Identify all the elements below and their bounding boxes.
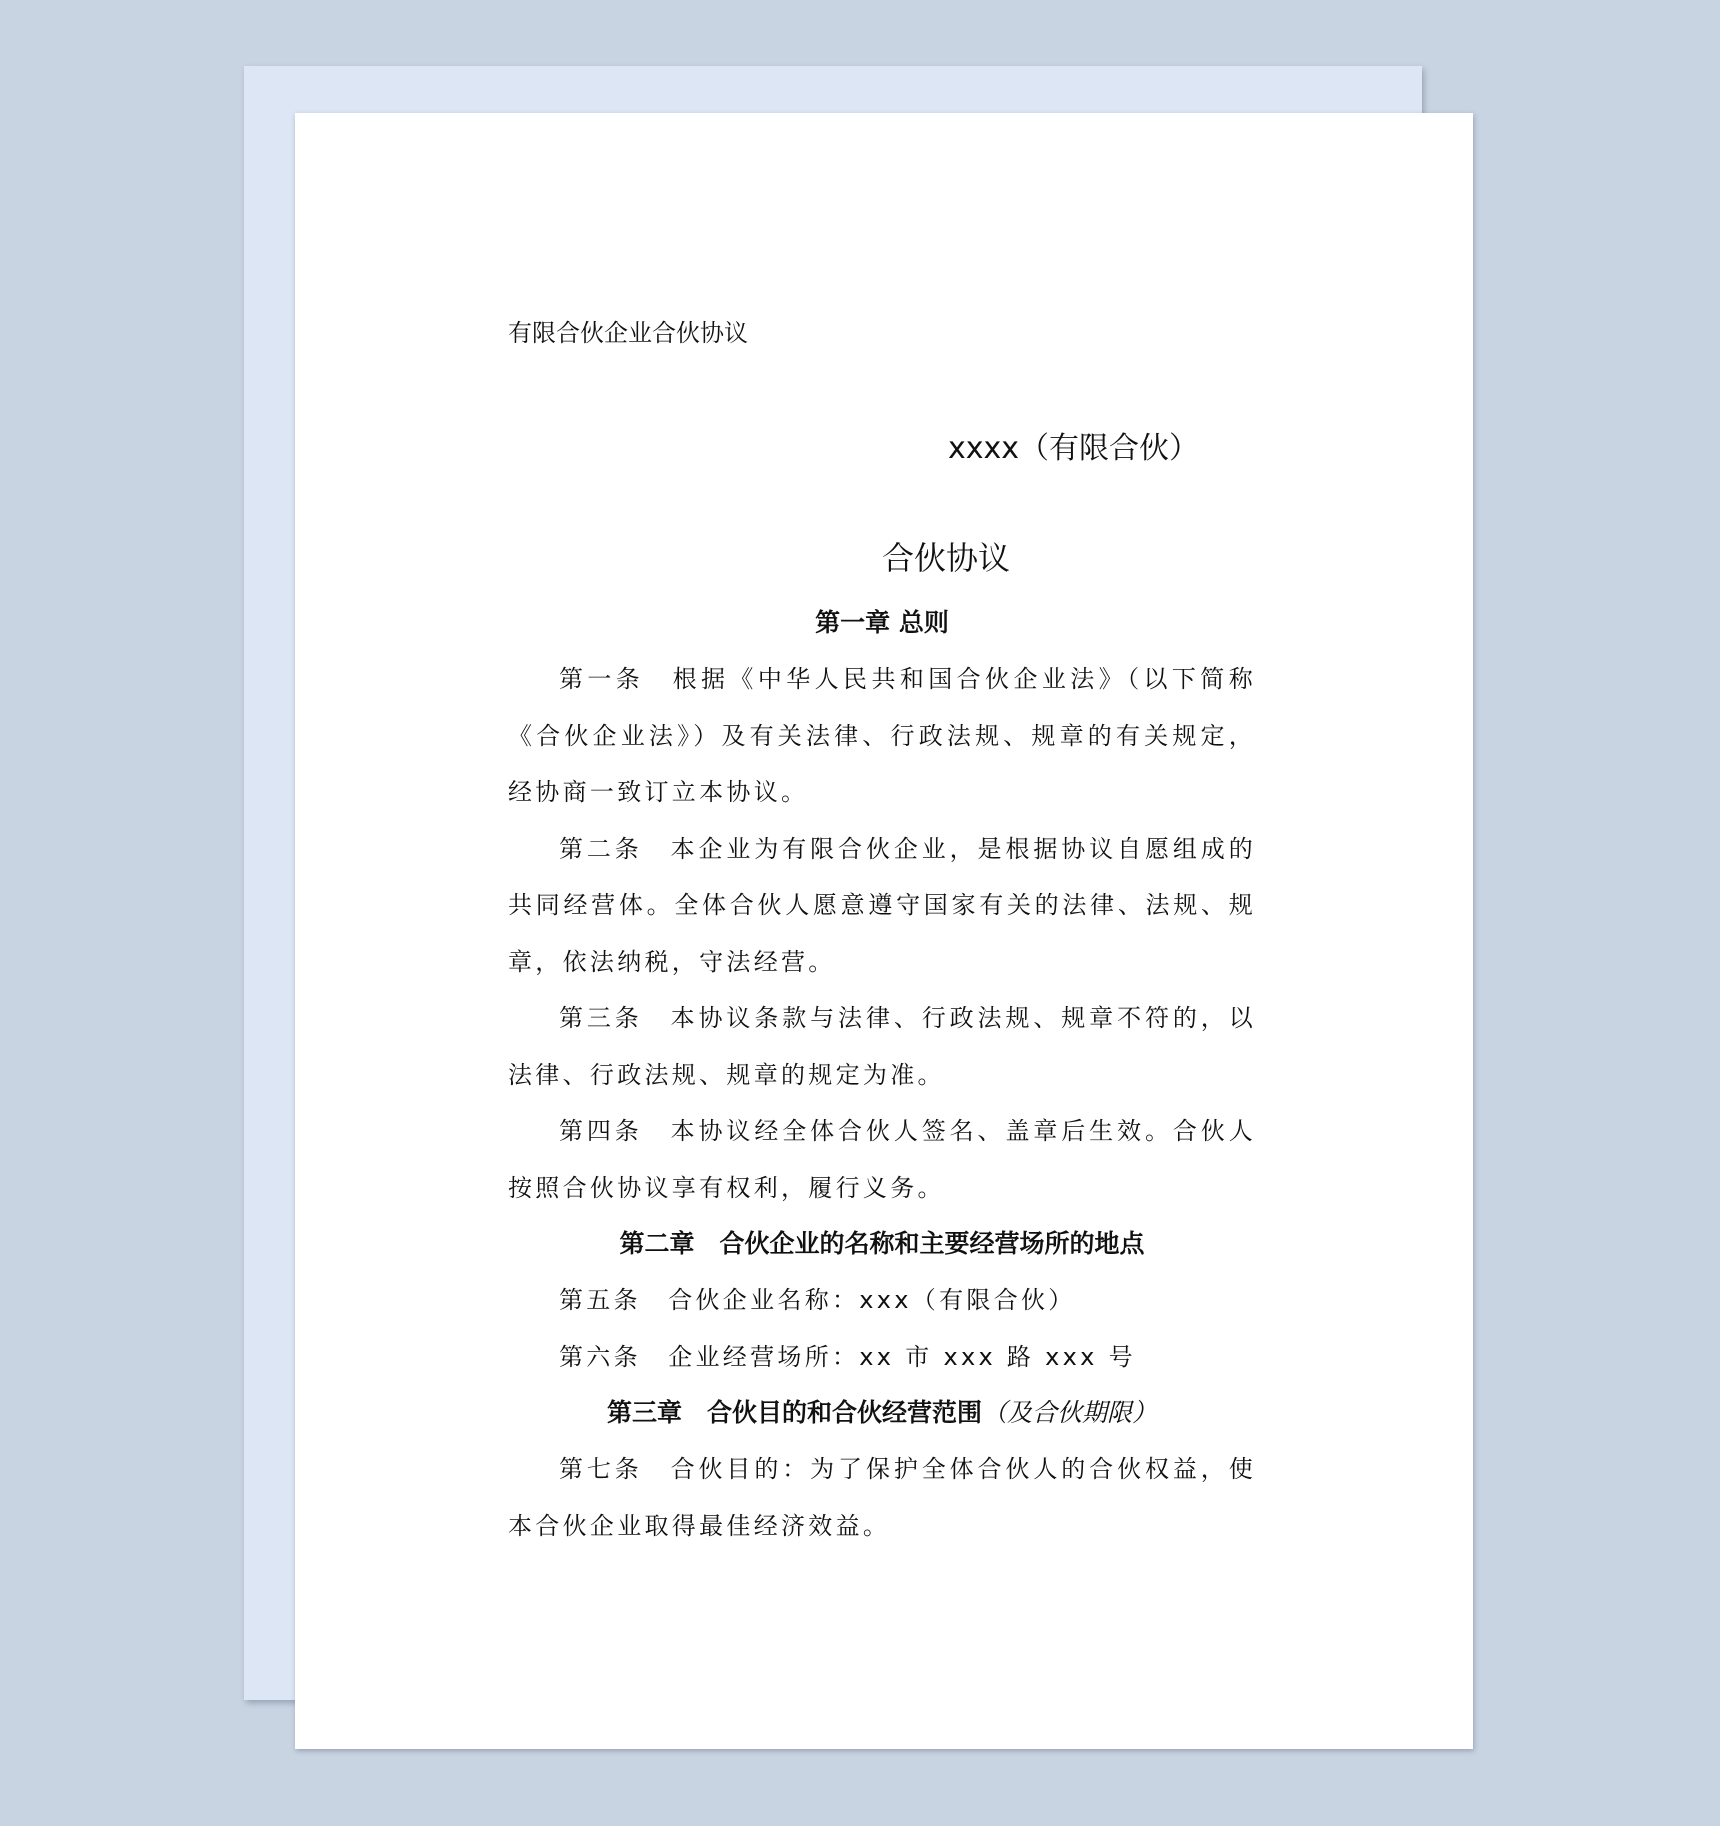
- chapter-3-title: 第三章 合伙目的和合伙经营范围: [606, 1398, 982, 1427]
- article-7: 第七条 合伙目的：为了保护全体合伙人的合伙权益，使本合伙企业取得最佳经济效益。: [508, 1455, 1256, 1540]
- chapter-3-title-suffix: （及合伙期限）: [982, 1398, 1158, 1427]
- company-name: xxxx（有限合伙）: [948, 431, 1200, 466]
- article-2: 第二条 本企业为有限合伙企业，是根据协议自愿组成的共同经营体。全体合伙人愿意遵守国家有关的法律、法规、规章，依法纳税，守法经营。: [508, 834, 1256, 976]
- document-title: 合伙协议: [881, 539, 1010, 577]
- chapter-1-title: 第一章 总则: [815, 608, 949, 637]
- chapter-2-title: 第二章 合伙企业的名称和主要经营场所的地点: [619, 1229, 1145, 1258]
- document-page: [295, 113, 1473, 1749]
- article-3: 第三条 本协议条款与法律、行政法规、规章不符的，以法律、行政法规、规章的规定为准。: [508, 1004, 1256, 1089]
- article-1: 第一条 根据《中华人民共和国合伙企业法》（以下简称《合伙企业法》）及有关法律、行政法规、规章的有关规定，经协商一致订立本协议。: [508, 665, 1256, 806]
- article-5: 第五条 合伙企业名称：xxx（有限合伙）: [559, 1286, 1076, 1314]
- document-header: 有限合伙企业合伙协议: [508, 319, 748, 347]
- chapter-3-heading: [508, 1385, 1256, 1441]
- article-6: 第六条 企业经营场所：xx 市 xxx 路 xxx 号: [559, 1342, 1136, 1371]
- article-4: 第四条 本协议经全体合伙人签名、盖章后生效。合伙人按照合伙协议享有权利，履行义务。: [508, 1117, 1256, 1202]
- document-body: [508, 595, 1256, 1554]
